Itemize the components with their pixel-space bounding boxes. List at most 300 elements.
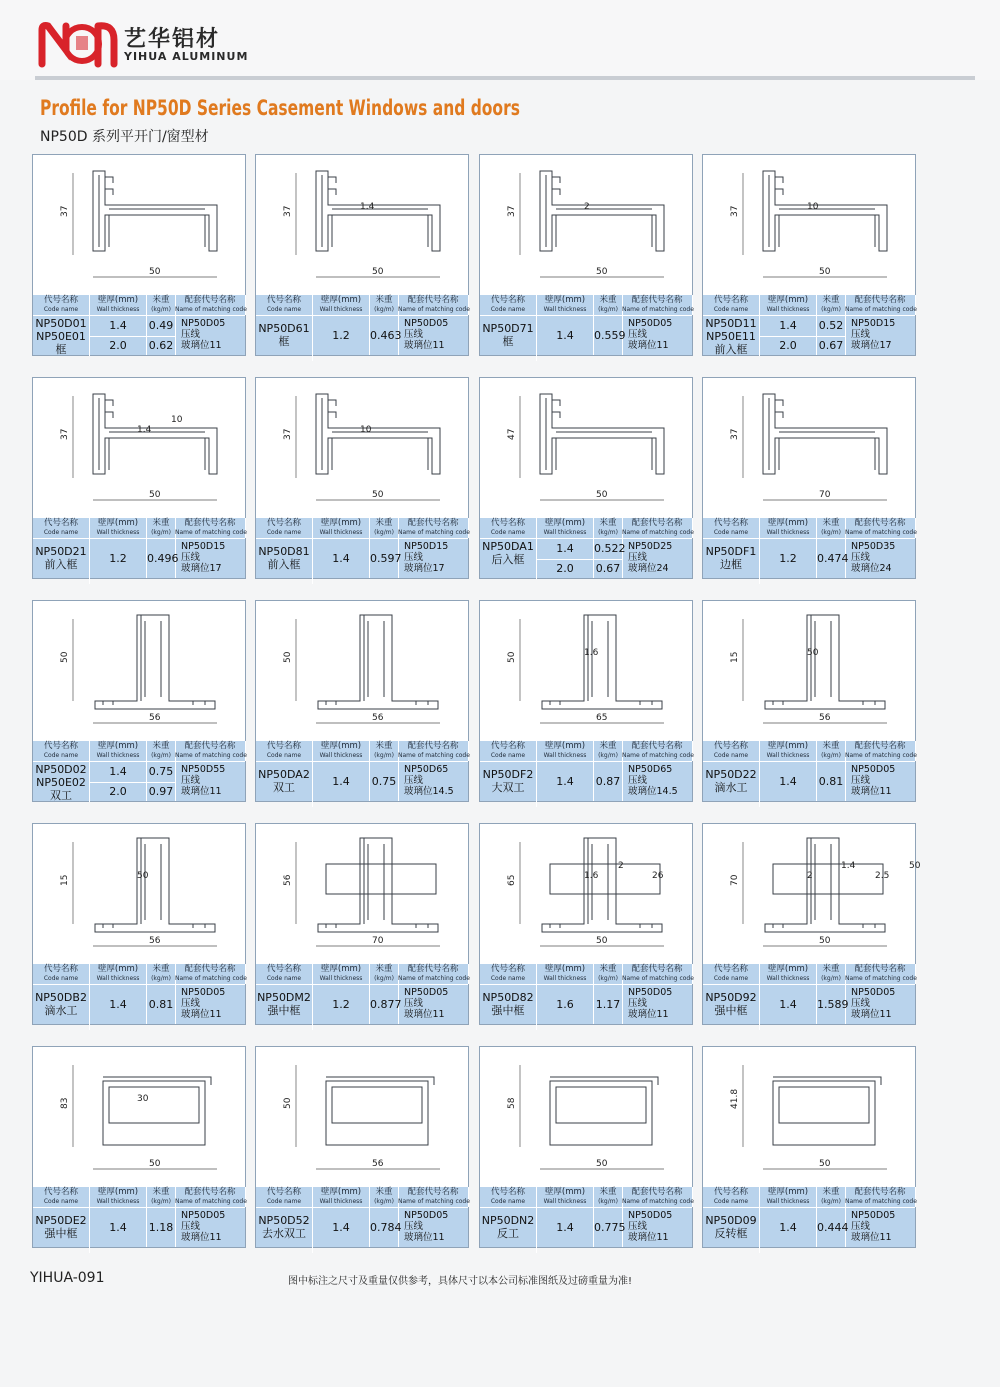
header-label-cn: 米重 [822,518,840,528]
header-label-en: Wall thickness [766,752,810,759]
header-weight [147,518,176,538]
header-label-cn: 配套代号名称 [631,295,683,305]
header-matching-code [398,964,469,984]
header-label-en: Code name [43,306,79,313]
header-matching-code [398,518,469,538]
header-label-cn: 壁厚(mm) [320,295,362,305]
header-code [256,518,313,538]
matching-code-line: 玻璃位17 [181,563,222,574]
code-name: NP50E11 [706,330,756,343]
dimension-label: 50 [819,1159,831,1169]
header-label-cn: 米重 [375,964,393,974]
header-label-en: Name of matching code [175,306,247,313]
matching-code-line: NP50D05 [628,318,673,329]
dimension-label: 15 [730,651,740,663]
header-label-en: Code name [713,306,749,313]
header-label-cn: 壁厚(mm) [97,295,139,305]
header-wall-thickness [90,741,147,761]
header-label-en: Code name [713,1198,749,1205]
matching-code-cell [845,985,921,1026]
dimension-label: 50 [909,861,921,871]
header-label-en: Name of matching code [398,1198,470,1205]
dimension-label: 56 [149,936,161,946]
profile-card [255,377,469,579]
header-label-cn: 米重 [152,1187,170,1197]
disclaimer-note: 图中标注之尺寸及重量仅供参考，具体尺寸以本公司标准图纸及过磅重量为准! [288,1276,633,1287]
header-label-cn: 代号名称 [266,741,301,751]
header-divider [35,76,975,80]
matching-code-line: 压线 [404,775,424,786]
matching-code-line: 压线 [628,998,648,1009]
header-label-cn: 代号名称 [43,1187,78,1197]
header-label-en: Code name [266,529,302,536]
header-label-cn: 壁厚(mm) [767,518,809,528]
header-label-cn: 配套代号名称 [854,518,906,528]
header-label-en: Wall thickness [319,752,363,759]
header-label-cn: 代号名称 [43,518,78,528]
profile-drawing [703,824,921,964]
matching-code-line: NP50D05 [628,1210,673,1221]
weight-value: 0.97 [147,782,176,802]
header-label-cn: 代号名称 [490,518,525,528]
dimension-label: 50 [596,1159,608,1169]
profile-cross-section [480,1047,692,1187]
weight-value: 0.784 [370,1208,399,1247]
dimension-label: 37 [283,428,293,440]
header-label-cn: 配套代号名称 [407,741,459,751]
header-label-cn: 壁厚(mm) [320,1187,362,1197]
profile-outline [763,171,887,251]
header-wall-thickness [537,1187,594,1207]
matching-code-cell [175,985,251,1026]
profile-cross-section [33,155,245,295]
header-weight [370,518,399,538]
matching-code-line: 压线 [181,998,201,1009]
header-matching-code [175,295,246,315]
code-name-cell [33,1208,90,1253]
header-wall-thickness [313,518,370,538]
code-name-cell [480,316,537,361]
code-name-cell [480,762,537,807]
code-name: NP50D09 [705,1214,757,1227]
code-name-cell [703,316,760,356]
header-matching-code [845,518,916,538]
header-label-cn: 米重 [822,295,840,305]
weight-value: 0.81 [147,985,176,1024]
matching-code-line: 玻璃位11 [628,340,669,351]
matching-code-line: 压线 [628,1221,648,1232]
header-label-en: Name of matching code [622,306,694,313]
header-weight [147,741,176,761]
matching-code-line: 玻璃位24 [628,563,669,574]
header-label-cn: 代号名称 [266,518,301,528]
matching-code-cell [845,316,921,357]
matching-code-line: 玻璃位11 [181,1232,222,1243]
profile-card [479,154,693,356]
header-label-en: (kg/m) [821,306,841,313]
header-label-cn: 壁厚(mm) [544,964,586,974]
profile-card [255,154,469,356]
code-name: NP50D11 [705,317,757,330]
header-label-cn: 壁厚(mm) [97,518,139,528]
header-label-cn: 壁厚(mm) [97,964,139,974]
header-label-en: (kg/m) [598,975,618,982]
header-code [703,741,760,761]
header-wall-thickness [760,295,817,315]
brand-name-cn: 艺华铝材 [124,27,221,52]
header-label-en: Name of matching code [622,1198,694,1205]
spec-table [703,518,915,578]
weight-value: 0.463 [370,316,399,355]
header-code [33,295,90,315]
matching-code-cell [175,316,251,357]
spec-table [480,295,692,355]
header-label-cn: 米重 [152,295,170,305]
header-label-en: (kg/m) [598,752,618,759]
header-label-en: Code name [490,306,526,313]
header-label-en: Wall thickness [319,975,363,982]
header-weight [370,295,399,315]
dimension-label: 41.8 [730,1088,740,1109]
wall-thickness-value: 2.0 [90,336,147,356]
header-label-en: Name of matching code [845,529,917,536]
profile-name: 强中框 [491,1004,525,1017]
matching-code-line: 压线 [851,552,871,563]
dimension-label: 56 [372,713,384,723]
header-label-en: Name of matching code [622,975,694,982]
header-label-cn: 代号名称 [713,1187,748,1197]
dimension-label: 65 [596,713,608,723]
profile-cross-section [256,824,468,964]
profile-name: 强中框 [714,1004,748,1017]
code-name: NP50D01 [35,317,87,330]
spec-table [33,964,245,1024]
matching-code-line: NP50D05 [181,1210,226,1221]
profile-drawing [256,1047,468,1187]
header-label-cn: 配套代号名称 [407,1187,459,1197]
header-label-en: (kg/m) [151,975,171,982]
profile-name: 双工 [50,789,72,802]
header-label-en: Wall thickness [766,529,810,536]
dimension-label: 2.5 [875,871,890,881]
matching-code-line: 玻璃位11 [404,1232,445,1243]
profile-outline [763,394,887,474]
weight-value: 0.75 [370,762,399,801]
matching-code-line: 压线 [181,329,201,340]
header-label-cn: 米重 [152,964,170,974]
matching-code-line: 玻璃位24 [851,563,892,574]
spec-table [703,1187,915,1247]
matching-code-line: 玻璃位11 [404,340,445,351]
code-name-cell [33,985,90,1030]
header-label-cn: 配套代号名称 [631,741,683,751]
header-label-cn: 壁厚(mm) [320,964,362,974]
weight-value: 0.75 [147,762,176,782]
header-weight [594,1187,623,1207]
header-weight [370,741,399,761]
header-label-cn: 配套代号名称 [407,295,459,305]
profile-outline [542,615,662,709]
header-label-en: (kg/m) [374,752,394,759]
matching-code-line: 压线 [404,552,424,563]
code-name-cell [256,762,313,807]
header-label-cn: 壁厚(mm) [320,518,362,528]
dimension-label: 1.6 [584,648,599,658]
weight-value: 0.67 [817,336,846,356]
header-label-en: (kg/m) [598,306,618,313]
header-label-cn: 代号名称 [43,741,78,751]
header-weight [594,741,623,761]
header-label-en: Name of matching code [845,752,917,759]
header-label-cn: 代号名称 [490,964,525,974]
profile-drawing [33,1047,245,1187]
wall-thickness-value: 1.4 [537,1208,594,1247]
header-label-cn: 代号名称 [266,1187,301,1197]
profile-name: 前入框 [44,558,78,571]
header-label-en: (kg/m) [821,1198,841,1205]
header-label-en: Wall thickness [96,752,140,759]
profile-card [32,600,246,802]
dimension-label: 1.4 [137,425,152,435]
code-name-cell [33,316,90,356]
profile-name: 大双工 [491,781,525,794]
matching-code-line: 压线 [404,329,424,340]
wall-thickness-value: 1.4 [313,1208,370,1247]
header-label-cn: 米重 [152,518,170,528]
header-matching-code [175,1187,246,1207]
matching-code-cell [175,762,251,803]
wall-thickness-value: 2.0 [760,336,817,356]
spec-table [33,1187,245,1247]
header-label-en: Wall thickness [766,1198,810,1205]
header-code [33,518,90,538]
dimension-label: 50 [596,936,608,946]
header-wall-thickness [760,1187,817,1207]
header-matching-code [622,1187,693,1207]
spec-table [703,295,915,355]
profile-drawing [703,378,915,518]
header-weight [594,518,623,538]
header-label-cn: 配套代号名称 [854,741,906,751]
weight-value: 0.81 [817,762,846,801]
profile-card [32,154,246,356]
header-label-cn: 代号名称 [713,518,748,528]
header-wall-thickness [313,741,370,761]
header-label-en: (kg/m) [151,752,171,759]
header-label-cn: 代号名称 [490,1187,525,1197]
profile-card [702,823,921,1025]
profile-cross-section [480,155,692,295]
header-wall-thickness [760,741,817,761]
profile-cross-section [703,1047,915,1187]
header-label-cn: 壁厚(mm) [544,1187,586,1197]
wall-thickness-value: 2.0 [537,559,594,579]
header-code [703,964,760,984]
dimension-label: 50 [372,267,384,277]
header-label-cn: 壁厚(mm) [97,1187,139,1197]
profile-drawing [703,155,915,295]
matching-code-line: NP50D25 [628,541,673,552]
spec-table [256,741,468,801]
spec-table [703,741,915,801]
header-label-en: (kg/m) [374,306,394,313]
profile-outline [103,1077,211,1145]
header-label-en: (kg/m) [821,752,841,759]
header-label-cn: 配套代号名称 [854,964,906,974]
matching-code-line: NP50D35 [851,541,896,552]
header-label-en: (kg/m) [151,1198,171,1205]
profile-outline [316,171,440,251]
profile-outline [550,1077,658,1145]
header-label-en: Wall thickness [766,975,810,982]
profile-drawing [256,378,468,518]
header-weight [370,964,399,984]
code-name: NP50DB2 [35,991,87,1004]
profile-drawing [480,1047,692,1187]
profile-cross-section [256,1047,468,1187]
code-name: NP50DA2 [258,768,310,781]
header-label-en: Wall thickness [543,752,587,759]
dimension-label: 37 [283,205,293,217]
code-name: NP50D52 [258,1214,310,1227]
profile-name: 框 [278,335,290,348]
dimension-label: 50 [596,267,608,277]
code-name-cell [256,316,313,361]
profile-drawing [703,601,915,741]
profile-drawing [256,824,468,964]
weight-value: 0.62 [147,336,176,356]
header-matching-code [398,1187,469,1207]
dimension-label: 50 [819,267,831,277]
dimension-label: 56 [149,713,161,723]
matching-code-line: NP50D15 [851,318,896,329]
code-name-cell [703,985,760,1030]
header-wall-thickness [90,295,147,315]
header-label-en: Name of matching code [175,529,247,536]
header-label-en: Name of matching code [622,752,694,759]
matching-code-line: 压线 [628,552,648,563]
dimension-label: 56 [372,1159,384,1169]
matching-code-line: 玻璃位14.5 [628,786,678,797]
header-label-en: Name of matching code [622,529,694,536]
code-name: NP50D82 [482,991,534,1004]
header-label-cn: 米重 [152,741,170,751]
code-name: NP50D81 [258,545,310,558]
header-code [703,1187,760,1207]
header-label-cn: 米重 [599,295,617,305]
profile-drawing [33,601,245,741]
header-code [33,741,90,761]
header-label-en: Code name [43,1198,79,1205]
code-name: NP50D21 [35,545,87,558]
matching-code-line: 压线 [851,775,871,786]
dimension-label: 1.4 [360,202,375,212]
header-label-en: Wall thickness [543,306,587,313]
header-weight [817,964,846,984]
header-label-en: Name of matching code [175,975,247,982]
wall-thickness-value: 1.4 [90,1208,147,1247]
header-matching-code [845,1187,916,1207]
profile-name: 强中框 [267,1004,301,1017]
wall-thickness-value: 1.4 [90,985,147,1024]
wall-thickness-value: 1.6 [537,985,594,1024]
header-label-en: Wall thickness [96,1198,140,1205]
page-header [0,0,1000,80]
weight-value: 1.17 [594,985,623,1024]
header-label-en: Code name [266,975,302,982]
header-label-cn: 配套代号名称 [184,1187,236,1197]
header-matching-code [398,295,469,315]
header-matching-code [622,518,693,538]
spec-table [703,964,915,1024]
header-label-en: Name of matching code [398,529,470,536]
code-name: NP50DF1 [705,545,757,558]
header-wall-thickness [313,295,370,315]
spec-table [33,295,245,355]
header-code [703,295,760,315]
dimension-label: 56 [819,713,831,723]
weight-value: 0.877 [370,985,399,1024]
dimension-label: 2 [584,202,590,212]
matching-code-cell [398,762,474,803]
header-label-en: (kg/m) [374,529,394,536]
header-label-en: Code name [43,529,79,536]
profile-card [32,823,246,1025]
profile-outline [95,615,215,709]
header-label-en: Wall thickness [319,306,363,313]
matching-code-line: NP50D05 [404,987,449,998]
code-name-cell [33,762,90,802]
matching-code-cell [622,1208,698,1249]
weight-value: 1.589 [817,985,846,1024]
code-name: NP50D61 [258,322,310,335]
header-weight [147,964,176,984]
header-code [256,741,313,761]
dimension-label: 10 [360,425,372,435]
spec-table [256,518,468,578]
code-name: NP50D71 [482,322,534,335]
dimension-label: 65 [507,874,517,886]
header-label-cn: 代号名称 [713,964,748,974]
header-label-en: Code name [43,752,79,759]
header-label-en: Wall thickness [543,529,587,536]
header-label-en: Wall thickness [96,306,140,313]
header-label-cn: 代号名称 [266,964,301,974]
profile-card [479,600,693,802]
profile-card [479,377,693,579]
profile-cross-section [33,378,245,518]
matching-code-line: NP50D05 [404,318,449,329]
code-name: NP50E01 [36,330,86,343]
header-code [480,518,537,538]
header-wall-thickness [537,295,594,315]
header-label-cn: 壁厚(mm) [767,964,809,974]
matching-code-line: 玻璃位11 [628,1009,669,1020]
weight-value: 0.559 [594,316,623,355]
profile-cross-section [256,155,468,295]
matching-code-line: NP50D65 [628,764,673,775]
profile-cross-section [33,601,245,741]
page-code: YIHUA-091 [30,1270,105,1286]
dimension-label: 50 [807,648,819,658]
matching-code-line: 玻璃位11 [851,786,892,797]
dimension-label: 37 [730,428,740,440]
header-label-cn: 配套代号名称 [184,964,236,974]
header-label-cn: 配套代号名称 [184,741,236,751]
dimension-label: 70 [819,490,831,500]
header-code [256,964,313,984]
matching-code-line: NP50D15 [181,541,226,552]
